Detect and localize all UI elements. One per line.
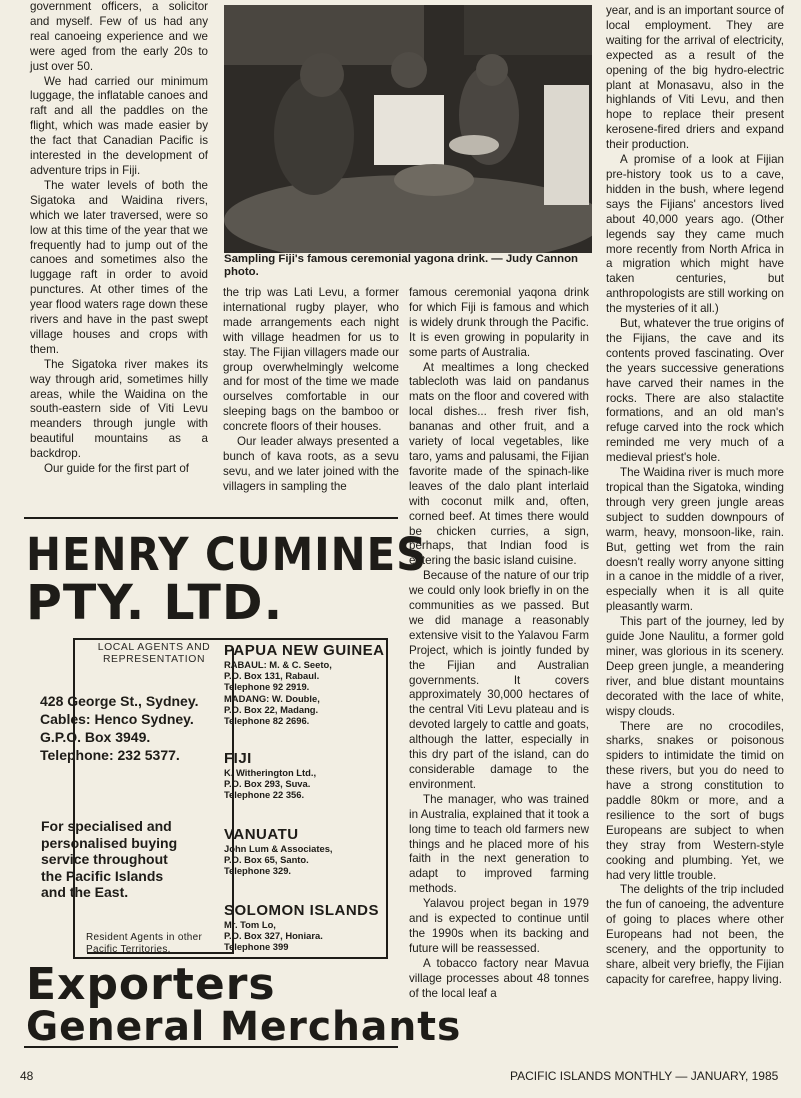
region-line: P.O. Box 22, Madang. — [224, 703, 319, 715]
ad-service-line: the Pacific Islands — [41, 867, 164, 884]
page-number: 48 — [20, 1069, 34, 1083]
article-column-4 — [606, 4, 784, 988]
ad-region-vanuatu — [224, 826, 394, 877]
region-name: PAPUA NEW GUINEA — [224, 642, 385, 659]
region-line: Telephone 92 2919. — [224, 681, 310, 693]
paragraph: The Sigatoka river makes its way through arid, sometimes hilly areas, while the Waidina on the south-eastern side of Viti Levu meanders through jungle with beautiful mountains as a backdrop. — [30, 357, 208, 461]
article-column-2 — [223, 286, 399, 495]
ad-address — [40, 692, 240, 764]
paragraph: The water levels of both the Sigatoka and Waidina rivers, which we later traversed, were so low at this time of the year that we frequently had to jump out of the canoes and sometimes also the luggage raft in order to avoid punctures. At other times of the year flood waters rage down these rivers and have in the past swept village houses and crops with them. — [30, 178, 208, 356]
region-line: Telephone 399 — [224, 941, 289, 953]
ad-resident-agents: Resident Agents in other Pacific Territories. — [86, 932, 203, 955]
ad-service-line: and the East. — [41, 884, 129, 901]
region-line: P.O. Box 293, Suva. — [224, 778, 311, 790]
region-name: VANUATU — [224, 826, 299, 843]
ad-region-fiji — [224, 750, 394, 801]
paragraph: famous ceremonial yaqona drink for which Fiji is famous and which is widely drunk through the Pacific. It is even growing in popularity in some parts of Australia. — [409, 286, 589, 359]
paragraph: This part of the journey, led by guide Jone Naulitu, a former gold miner, was glorious in its scenery. Deep green jungle, a meandering river, and blue distant mountains decorated with the lace of white, wispy clouds. — [606, 615, 784, 718]
paragraph: A tobacco factory near Mavua village processes about 48 tonnes of the local leaf a — [409, 956, 589, 1000]
ad-local-label: LOCAL AGENTS AND REPRESENTATION — [97, 642, 211, 665]
ad-banner-exporters: Exporters — [26, 959, 276, 1010]
paragraph: Our leader always presented a bunch of kava roots, as a sevu sevu, and we later joined with the villagers in sampling the — [223, 435, 399, 493]
paragraph: But, whatever the true origins of the Fijians, the cave and its contents proved fascinating. Over the years successive generations have carved their names in the rocks. There are also stalactite formations, and an old man's refuge carved into the rock which reminded me very much of a medieval priest's hole. — [606, 317, 784, 465]
ad-service-line: For specialised and — [41, 818, 172, 834]
paragraph: government officers, a solicitor and myself. Few of us had any real canoeing experience and we were aged from the early 20s to just over 50. — [30, 0, 208, 73]
paragraph: The Waidina river is much more tropical than the Sigatoka, winding through very green jungle areas subject to sudden downpours of warm, heavy, monsoon-like, rain. But, getting wet from the rain doesn't really worry anyone sitting in a canoe in the middle of a river, especially when it is all quite pleasantly warm. — [606, 466, 784, 614]
ad-address-line: Cables: Henco Sydney. — [40, 711, 194, 727]
ad-service-line: personalised buying — [41, 834, 178, 851]
region-line: Telephone 82 2696. — [224, 715, 310, 727]
paragraph: Our guide for the first part of — [44, 462, 189, 476]
photo-caption: Sampling Fiji's famous ceremonial yagona drink. — Judy Cannon photo. — [224, 253, 578, 278]
paragraph: year, and is an important source of local employment. They are waiting for the arrival of electricity, expected as a result of the opening of the big hydro-electric plant at Monasavu, also in the highlands of Viti Levu, and then hope to replace their present kerosene-fired driers and expand their production. — [606, 4, 784, 152]
publication-footer: PACIFIC ISLANDS MONTHLY — JANUARY, 1985 — [510, 1069, 779, 1083]
ad-address-line: 428 George St., Sydney. — [40, 693, 199, 709]
paragraph: the trip was Lati Levu, a former international rugby player, who made arrangements each night with village headmen for us to stay. The Fijian villagers made our group overwhelmingly welcome and for most of the time we made ourselves comfortable in our sleeping bags on the bamboo or concrete floors of their houses. — [223, 286, 399, 434]
column-rule — [24, 517, 398, 519]
ad-company-name-line1: HENRY CUMINES — [26, 528, 428, 581]
region-line: MADANG: W. Double, — [224, 692, 320, 704]
paragraph: Yalavou project began in 1979 and is expected to continue until the 1990s when its backing and future will be reassessed. — [409, 897, 589, 955]
paragraph: There are no crocodiles, sharks, snakes or poisonous spiders to intimidate the timid on these rivers, but you do need to have a strong constitution to paddle 80km or more, and a resilience to the sort of bugs Europeans are subject to when they stray from Western-style cooking and plumbing. Yet, we had very little trouble. — [606, 719, 784, 882]
ad-service-text — [41, 818, 221, 901]
ad-address-line: G.P.O. Box 3949. — [40, 729, 151, 745]
region-line: Telephone 22 356. — [224, 789, 305, 801]
paragraph: Because of the nature of our trip we could only look briefly in on the communities as we passed. But we did manage a reasonably extensive visit to the Yalavou Farm Project, which is jointly funded by the Fijian and Australian governments. It covers approximately 30,000 hectares of the central Viti Levu plateau and is devoted largely to cattle and goats, although the latter, especially in this dry part of the island, can do considerable damage to the environment. — [409, 569, 589, 791]
region-name: FIJI — [224, 750, 252, 767]
henry-cumines-advertisement — [24, 522, 462, 1050]
paragraph: At mealtimes a long checked tablecloth was laid on pandanus mats on the floor and covered with local dishes... fresh river fish, bananas and other fruit, and a variety of local vegetables, like taro, yams and palusami, the Fijian favorite made of the spinach-like leaves of the dalo plant interlaid with coconut milk and, often, corned beef. At times there would be chicken curries, a sign, perhaps, that Indian food is entering the basic island cuisine. — [409, 360, 589, 568]
article-column-3 — [409, 286, 589, 1002]
region-name: SOLOMON ISLANDS — [224, 902, 380, 919]
ad-region-png — [224, 642, 394, 726]
paragraph: We had carried our minimum luggage, the inflatable canoes and raft and all the paddles on the flight, which was made easier by the fact that Canadian Pacific is interested in the development of adventure trips in Fiji. — [30, 74, 208, 177]
region-line: Mr. Tom Lo, — [224, 919, 276, 930]
region-line: Telephone 329. — [224, 865, 292, 877]
ad-service-line: service throughout — [41, 851, 168, 868]
paragraph: The manager, who was trained in Australia, explained that it took a long time to teach old farmers new things and he placed more of his faith in the next generation to adapt to improved farming methods. — [409, 792, 589, 896]
paragraph: The delights of the trip included the fun of canoeing, the adventure of going to places where other Europeans had not been, the scenery, and the opportunity to share, albeit very briefly, the Fijian capacity for carefree, happy living. — [606, 883, 784, 986]
article-column-1 — [30, 0, 208, 477]
region-line: P.O. Box 131, Rabaul. — [224, 670, 320, 682]
region-line: P.O. Box 327, Honiara. — [224, 930, 323, 942]
region-line: John Lum & Associates, — [224, 843, 333, 854]
paragraph: A promise of a look at Fijian pre-history took us to a cave, hidden in the bush, where legend says the Fijians' ancestors lived about 40,000 years ago. (Other legends say they came much more recently from North Africa in a migration which might have taken centuries, but anthropologists are still working on the mysteries of it all.) — [606, 153, 784, 316]
ad-banner-general-merchants: General Merchants — [26, 1004, 462, 1050]
ad-address-line: Telephone: 232 5377. — [40, 747, 180, 763]
ad-company-name-line2: PTY. LTD. — [26, 575, 284, 631]
region-line: K. Witherington Ltd., — [224, 767, 317, 778]
region-line: P.O. Box 65, Santo. — [224, 854, 309, 866]
article-photo — [224, 5, 592, 253]
region-line: RABAUL: M. & C. Seeto, — [224, 659, 332, 670]
ad-region-solomon-islands — [224, 902, 394, 953]
